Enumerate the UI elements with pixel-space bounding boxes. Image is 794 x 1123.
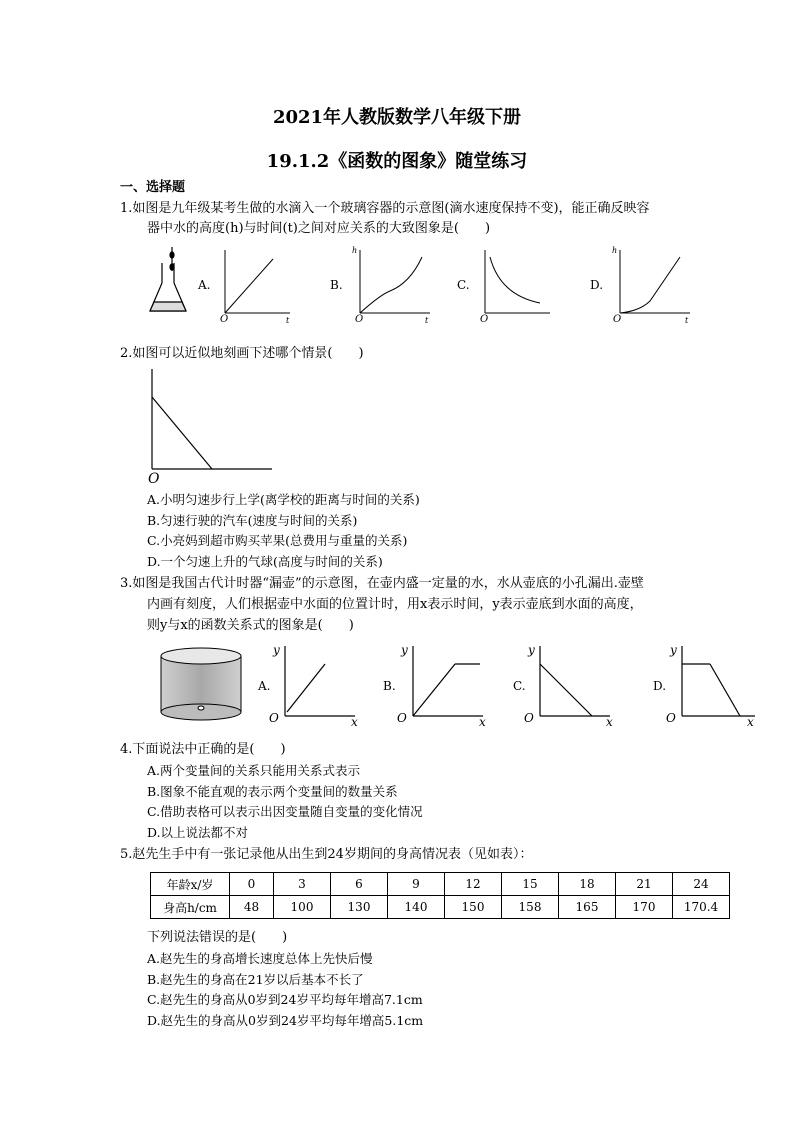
flask-illustration [150, 247, 186, 311]
q1-h-b: h [352, 246, 358, 255]
q3-origin-b: O [397, 711, 407, 725]
table-row [151, 896, 730, 919]
q1-origin-a: O [220, 314, 229, 325]
q3-x-a: x [351, 715, 358, 729]
table-cell: 48 [230, 896, 274, 919]
q2-option-d[interactable]: D.一个匀速上升的气球(高度与时间的关系) [147, 554, 383, 569]
q1-origin-c: O [480, 314, 489, 325]
table-cell: 130 [331, 896, 388, 919]
q4-option-d[interactable]: D.以上说法都不对 [147, 825, 249, 840]
q4-option-c[interactable]: C.借助表格可以表示出因变量随自变量的变化情况 [147, 804, 423, 819]
q2-option-b[interactable]: B.匀速行驶的汽车(速度与时间的关系) [147, 513, 358, 528]
q3-stem-cont2: 则y与x的函数关系式的图象是( ) [147, 618, 354, 633]
q3-label-a: A. [258, 679, 271, 693]
table-cell: 24 [673, 873, 730, 896]
table-cell: 15 [502, 873, 559, 896]
table-cell: 170 [616, 896, 673, 919]
q1-label-c: C. [457, 278, 470, 292]
q1-label-d: D. [590, 278, 604, 292]
q5-sub: 下列说法错误的是( ) [147, 930, 288, 945]
table-cell: 18 [559, 873, 616, 896]
q1-origin-d: O [613, 314, 622, 325]
q3-label-d: D. [653, 679, 667, 693]
table-cell: 6 [331, 873, 388, 896]
table-cell: 9 [388, 873, 445, 896]
q2-option-c[interactable]: C.小亮妈到超市购买苹果(总费用与重量的关系) [147, 533, 408, 548]
q3-label-c: C. [513, 679, 526, 693]
table-cell: 165 [559, 896, 616, 919]
table-header-height: 身高h/cm [151, 896, 230, 919]
q3-origin-a: O [269, 711, 279, 725]
table-cell: 0 [230, 873, 274, 896]
q4-option-a[interactable]: A.两个变量间的关系只能用关系式表示 [147, 763, 361, 778]
q3-y-b: y [401, 643, 408, 657]
q1-figures [140, 245, 720, 325]
q3-origin-d: O [666, 711, 676, 725]
height-table [150, 872, 730, 919]
table-cell: 150 [445, 896, 502, 919]
page-title: 2021年人教版数学八年级下册 [272, 107, 522, 128]
q3-label-b: B. [383, 679, 396, 693]
table-cell: 12 [445, 873, 502, 896]
page-subtitle: 19.1.2《函数的图象》随堂练习 [266, 151, 528, 172]
q4-stem: 4.下面说法中正确的是( ) [120, 742, 286, 757]
q2-option-a[interactable]: A.小明匀速步行上学(离学校的距离与时间的关系) [147, 492, 420, 507]
q3-origin-c: O [524, 711, 534, 725]
q5-option-b[interactable]: B.赵先生的身高在21岁以后基本不长了 [147, 972, 364, 987]
q5-option-d[interactable]: D.赵先生的身高从0岁到24岁平均每年增高5.1cm [147, 1013, 424, 1028]
q3-y-c: y [528, 643, 535, 657]
q3-x-d: x [747, 715, 754, 729]
water-clock-illustration [161, 648, 241, 720]
q5-option-c[interactable]: C.赵先生的身高从0岁到24岁平均每年增高7.1cm [147, 992, 423, 1007]
q1-stem-cont: 器中水的高度(h)与时间(t)之间对应关系的大致图象是( ) [147, 221, 491, 236]
q1-stem: 1.如图是九年级某考生做的水滴入一个玻璃容器的示意图(滴水速度保持不变)，能正确反映容 [120, 201, 650, 216]
table-cell: 140 [388, 896, 445, 919]
table-cell: 100 [274, 896, 331, 919]
q1-label-a: A. [198, 278, 211, 292]
q3-x-b: x [479, 715, 486, 729]
q3-figures [155, 642, 765, 730]
table-cell: 3 [274, 873, 331, 896]
q3-y-a: y [273, 643, 280, 657]
q2-figure [140, 365, 280, 485]
q1-t-a: t [286, 316, 290, 325]
q5-stem: 5.赵先生手中有一张记录他从出生到24岁期间的身高情况表（见如表）： [120, 847, 533, 862]
q1-origin-b: O [355, 314, 364, 325]
q1-h-d: h [612, 246, 618, 255]
table-cell: 158 [502, 896, 559, 919]
q5-option-a[interactable]: A.赵先生的身高增长速度总体上先快后慢 [147, 951, 373, 966]
q3-stem: 3.如图是我国古代计时器“漏壶”的示意图，在壶内盛一定量的水，水从壶底的小孔漏出.壶壁 [120, 576, 644, 591]
q2-origin: O [148, 471, 160, 485]
q3-stem-cont: 内画有刻度，人们根据壶中水面的位置计时，用x表示时间，y表示壶底到水面的高度， [147, 597, 643, 612]
q1-t-b: t [425, 316, 429, 325]
q3-x-c: x [606, 715, 613, 729]
q3-y-d: y [670, 643, 677, 657]
q1-label-b: B. [330, 278, 343, 292]
table-row [151, 873, 730, 896]
table-header-age: 年龄x/岁 [151, 873, 230, 896]
table-cell: 170.4 [673, 896, 730, 919]
table-cell: 21 [616, 873, 673, 896]
section-heading: 一、选择题 [120, 180, 186, 195]
q1-t-d: t [685, 316, 689, 325]
q4-option-b[interactable]: B.图象不能直观的表示两个变量间的数量关系 [147, 784, 398, 799]
q2-stem: 2.如图可以近似地刻画下述哪个情景( ) [120, 346, 364, 361]
